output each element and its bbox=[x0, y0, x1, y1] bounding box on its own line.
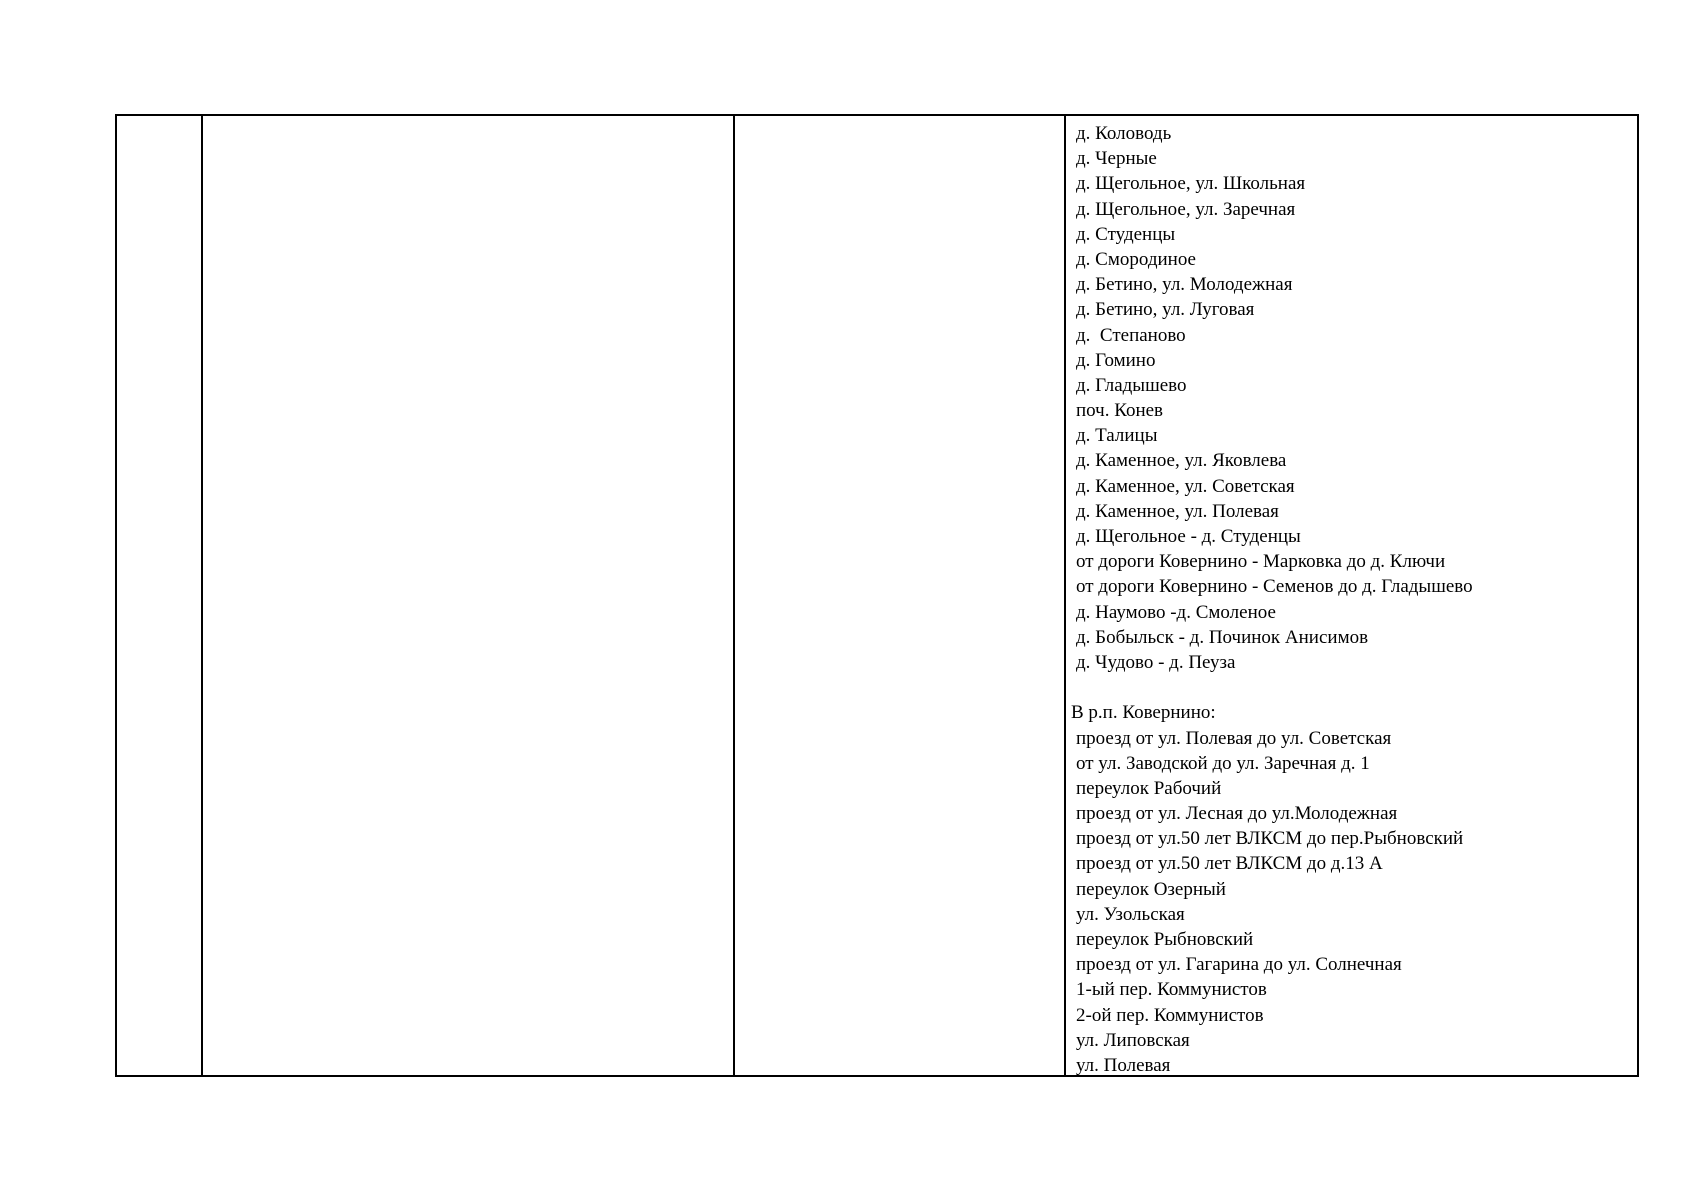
rural-locations-list bbox=[1071, 121, 1637, 675]
table-column-number bbox=[117, 116, 203, 1075]
blank-line bbox=[1071, 675, 1637, 700]
list-item: д. Гладышево bbox=[1076, 374, 1187, 396]
list-item: поч. Конев bbox=[1076, 400, 1164, 422]
list-item: переулок Рабочий bbox=[1076, 777, 1222, 799]
list-item: д. Наумово -д. Смоленое bbox=[1076, 601, 1276, 623]
list-item: переулок Рыбновский bbox=[1076, 929, 1254, 950]
list-item: д. Степаново bbox=[1076, 324, 1186, 346]
table-column-locations bbox=[1066, 116, 1637, 1075]
list-item: проезд от ул.50 лет ВЛКСМ до пер.Рыбновский bbox=[1076, 828, 1464, 850]
list-item: д. Талицы bbox=[1076, 425, 1158, 447]
list-item: от дороги Ковернино - Марковка до д. Ключи bbox=[1076, 551, 1446, 573]
list-item: от дороги Ковернино - Семенов до д. Гладышево bbox=[1076, 576, 1473, 598]
list-item: д. Смородиное bbox=[1076, 248, 1196, 270]
list-item: д. Студенцы bbox=[1076, 223, 1176, 245]
document-table bbox=[115, 114, 1639, 1077]
list-item: д. Черные bbox=[1076, 148, 1157, 170]
list-item: ул. Узольская bbox=[1076, 903, 1185, 925]
list-item: д. Бетино, ул. Молодежная bbox=[1076, 274, 1293, 296]
list-item: от ул. Заводской до ул. Заречная д. 1 bbox=[1076, 752, 1370, 774]
list-item: проезд от ул. Полевая до ул. Советская bbox=[1076, 727, 1392, 749]
table-column-name bbox=[203, 116, 735, 1075]
list-item: д. Каменное, ул. Полевая bbox=[1076, 500, 1279, 522]
list-item: ул. Липовская bbox=[1076, 1029, 1190, 1051]
list-item: д. Каменное, ул. Яковлева bbox=[1076, 450, 1287, 472]
list-item: проезд от ул. Лесная до ул.Молодежная bbox=[1076, 803, 1398, 825]
list-item: д. Бобыльск - д. Починок Анисимов bbox=[1076, 626, 1369, 648]
list-item: 2-ой пер. Коммунистов bbox=[1076, 1004, 1264, 1026]
table-column-details bbox=[735, 116, 1066, 1075]
list-item: 1-ый пер. Коммунистов bbox=[1076, 979, 1267, 1001]
list-item: д. Щегольное - д. Студенцы bbox=[1076, 526, 1301, 547]
list-item: д. Гомино bbox=[1076, 349, 1156, 371]
section-heading: В р.п. Ковернино: bbox=[1071, 702, 1216, 724]
list-item: ул. Полевая bbox=[1076, 1054, 1171, 1075]
list-item: д. Щегольное, ул. Школьная bbox=[1076, 173, 1306, 195]
list-item: д. Бетино, ул. Луговая bbox=[1076, 299, 1255, 321]
list-item: проезд от ул.50 лет ВЛКСМ до д.13 А bbox=[1076, 853, 1383, 875]
list-item: д. Щегольное, ул. Заречная bbox=[1076, 198, 1296, 220]
list-item: переулок Озерный bbox=[1076, 878, 1226, 900]
town-locations-list bbox=[1071, 726, 1637, 1076]
list-item: д. Коловодь bbox=[1076, 123, 1172, 144]
list-item: д. Чудово - д. Пеуза bbox=[1076, 651, 1236, 673]
list-item: проезд от ул. Гагарина до ул. Солнечная bbox=[1076, 954, 1402, 976]
list-item: д. Каменное, ул. Советская bbox=[1076, 475, 1295, 497]
